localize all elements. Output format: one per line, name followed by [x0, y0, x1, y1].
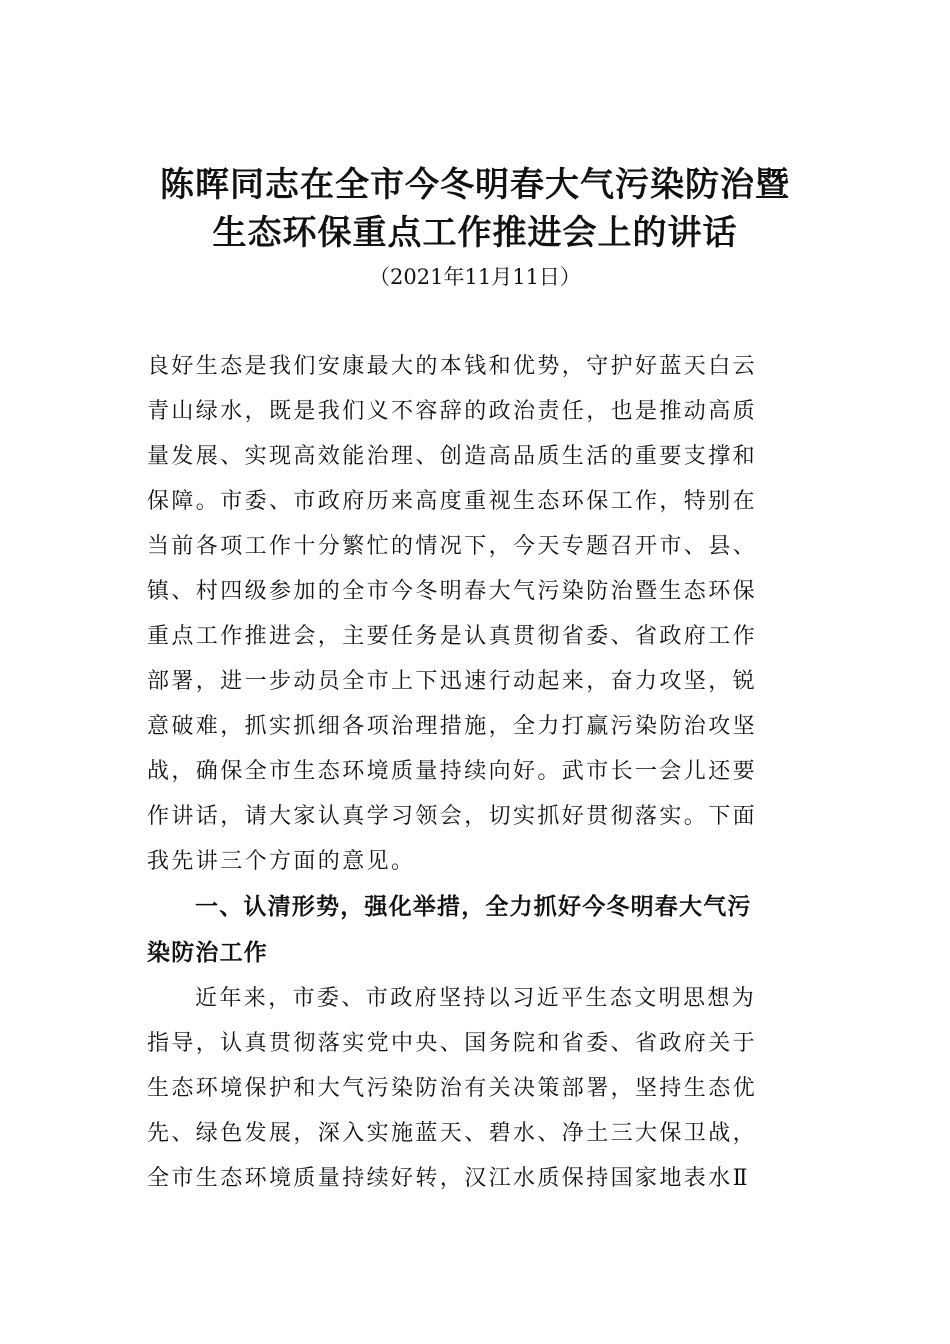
paragraph-line: 先、绿色发展，深入实施蓝天、碧水、净土三大保卫战， — [147, 1121, 758, 1146]
paragraph-line: 近年来，市委、市政府坚持以习近平生态文明思想为 — [195, 986, 757, 1011]
document-title-line-2: 生态环保重点工作推进会上的讲话 — [212, 213, 738, 253]
paragraph-line: 我先讲三个方面的意见。 — [147, 849, 416, 874]
document-title-line-1: 陈晖同志在全市今冬明春大气污染防治暨 — [160, 165, 790, 205]
paragraph-line: 量发展、实现高效能治理、创造高品质生活的重要支撑和 — [147, 444, 758, 469]
speech-date: （2021年11月11日） — [369, 265, 581, 289]
paragraph-line: 良好生态是我们安康最大的本钱和优势，守护好蓝天白云 — [147, 354, 758, 379]
section-1-paragraph — [147, 976, 817, 1201]
paragraph-line: 全市生态环境质量持续好转，汉江水质保持国家地表水Ⅱ — [147, 1166, 750, 1191]
paragraph-line: 生态环境保护和大气污染防治有关决策部署，坚持生态优 — [147, 1076, 758, 1101]
heading-line: 染防治工作 — [147, 940, 268, 966]
paragraph-line: 镇、村四级参加的全市今冬明春大气污染防治暨生态环保 — [147, 579, 758, 604]
paragraph-line: 意破难，抓实抓细各项治理措施，全力打赢污染防治攻坚 — [147, 714, 758, 739]
paragraph-line: 战，确保全市生态环境质量持续向好。武市长一会儿还要 — [147, 759, 758, 784]
opening-paragraph — [147, 344, 817, 884]
heading-line: 一、认清形势，强化举措，全力抓好今冬明春大气污 — [195, 894, 752, 920]
paragraph-line: 作讲话，请大家认真学习领会，切实抓好贯彻落实。下面 — [147, 804, 758, 829]
paragraph-line: 指导，认真贯彻落实党中央、国务院和省委、省政府关于 — [147, 1031, 758, 1056]
section-heading-1 — [147, 884, 817, 976]
paragraph-line: 当前各项工作十分繁忙的情况下，今天专题召开市、县、 — [147, 534, 758, 559]
paragraph-line: 部署，进一步动员全市上下迅速行动起来，奋力攻坚，锐 — [147, 669, 758, 694]
paragraph-line: 重点工作推进会，主要任务是认真贯彻省委、省政府工作 — [147, 624, 758, 649]
paragraph-line: 青山绿水，既是我们义不容辞的政治责任，也是推动高质 — [147, 399, 758, 424]
paragraph-line: 保障。市委、市政府历来高度重视生态环保工作，特别在 — [147, 489, 758, 514]
